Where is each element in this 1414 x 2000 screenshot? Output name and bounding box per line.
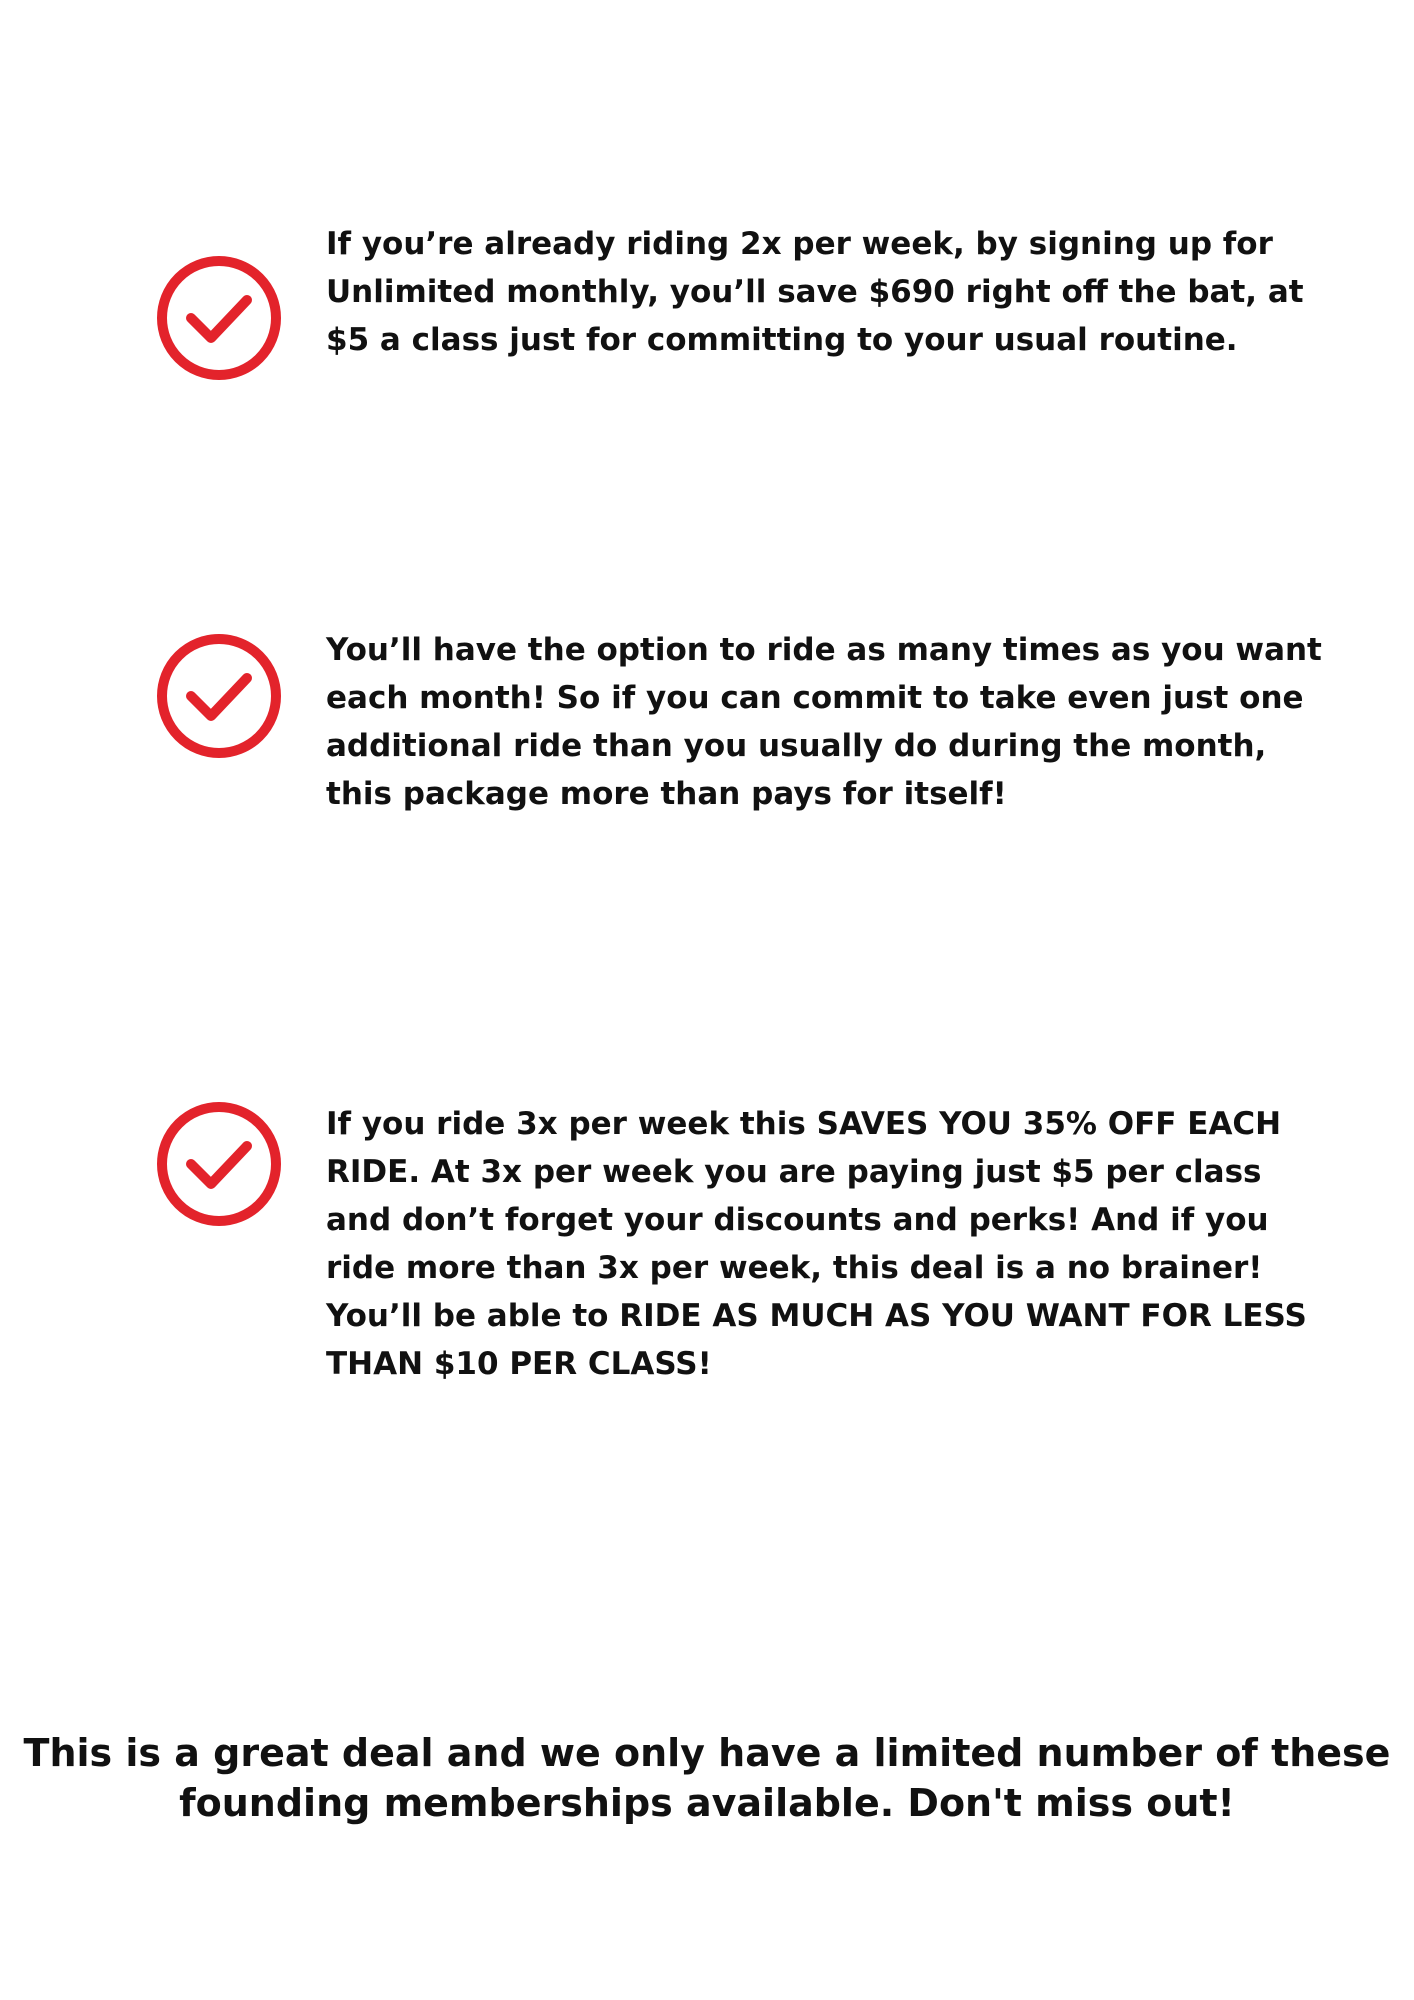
benefit-text: If you’re already riding 2x per week, by signing up for Unlimited monthly, you’ll save $690 right off the bat, at $5 a class just for committing to your usual routine. <box>326 226 1304 358</box>
check-circle-icon <box>155 1100 283 1228</box>
closing-message: This is a great deal and we only have a limited number of these founding memberships available. Don't miss out! <box>23 1731 1391 1825</box>
benefit-text: You’ll have the option to ride as many times as you want each month! So if you can commit to take even just one additional ride than you usually do during the month, this package more than pays for itself! <box>326 632 1322 812</box>
benefit-text: If you ride 3x per week this SAVES YOU 35% OFF EACH RIDE. At 3x per week you are paying just $5 per class and don’t forget your discounts and perks! And if you ride more than 3x per week, this deal is a no brainer! You’ll be able to RIDE AS MUCH AS YOU WANT FOR LESS THAN $10 PER CLASS! <box>326 1106 1307 1382</box>
check-circle-icon <box>155 254 283 382</box>
check-circle-icon <box>155 632 283 760</box>
